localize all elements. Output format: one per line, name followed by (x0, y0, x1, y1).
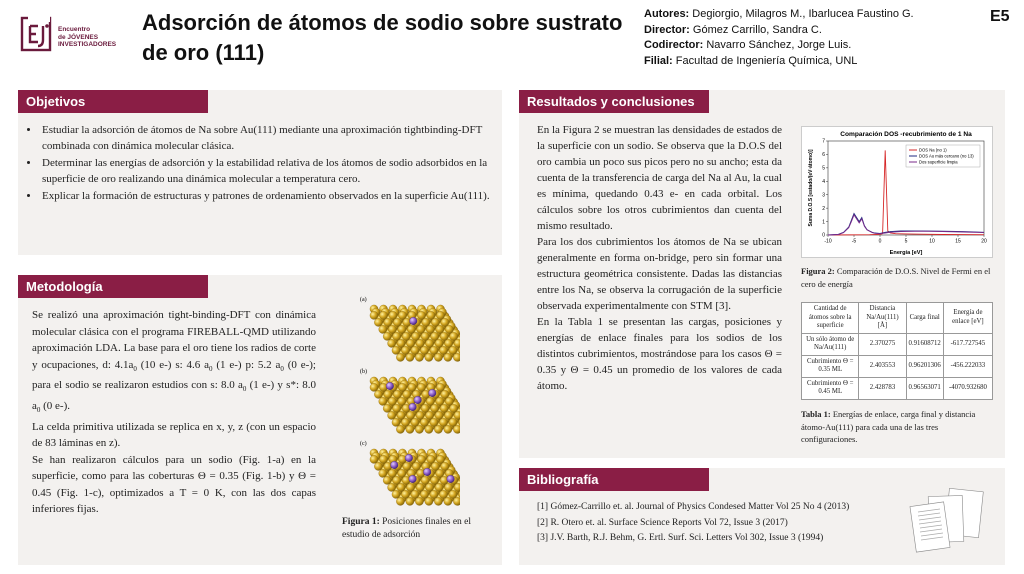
y-tick-label: 0 (822, 232, 825, 239)
y-tick-label: 6 (822, 152, 825, 159)
gold-atom (441, 390, 449, 398)
gold-atom (379, 455, 387, 463)
figure-label: (c) (360, 441, 367, 447)
gold-atom (453, 425, 460, 433)
table-cell: -4070.932680 (943, 377, 992, 399)
table-cell: 0.91608712 (906, 333, 943, 355)
list-item: • Estudiar la adsorción de átomos de Na sobre Au(111) mediante una aproximación tightbinding-DFT combinada con dinámica molecular clásica. (40, 122, 490, 154)
gold-atom (402, 332, 410, 340)
slab (370, 377, 460, 434)
methodology-panel (18, 275, 502, 565)
gold-atom (403, 462, 411, 470)
bibliography-panel (519, 468, 1005, 565)
gold-atom (392, 346, 400, 354)
x-tick-label: -5 (851, 238, 857, 245)
gold-atom (388, 411, 396, 419)
caption-text: Posiciones finales en el estudio de adsorción (342, 517, 472, 540)
gold-atom (439, 346, 447, 354)
x-tick-label: -10 (824, 238, 832, 245)
table-cell: 0.96563071 (906, 377, 943, 399)
gold-atom (450, 332, 458, 340)
subscript: 0 (242, 385, 247, 394)
table-cell: -617.727545 (943, 333, 992, 355)
figure-label: (b) (360, 369, 367, 375)
methodology-paragraph: Se han realizaron cálculos para un sodio (Fig. 1-a) en la superficie, como para las coberturas Θ = 0.35 (Fig. 1-b) y Θ = 0.45 (Fig. 1-c), optimizados a T = 0 K, con las dos capas inferiores fijas. (32, 453, 316, 516)
gold-atom (431, 318, 439, 326)
gold-atom (383, 332, 391, 340)
sodium-atom (410, 317, 418, 325)
caption-label: Tabla 1: (801, 409, 831, 419)
gold-atom (396, 425, 404, 433)
gold-atom (431, 462, 439, 470)
x-tick-label: 15 (955, 238, 961, 245)
gold-atom (421, 332, 429, 340)
gold-atom (445, 339, 453, 347)
gold-atom (406, 497, 414, 505)
gold-atom (379, 311, 387, 319)
text-run: Se realizó una aproximación tight-binding-DFT con dinámica molecular clásica con el programa FIREBALL-QMD utilizando aproximación LDA. La base para el oro tiene los radios de corte y ocupaciones, d: 4.1a (32, 309, 316, 371)
gold-atom (415, 425, 423, 433)
gold-atom (416, 411, 424, 419)
documents-icon (907, 476, 987, 561)
caption-text: Energías de enlace, carga final y distancia átomo-Au(111) para cada una de las tres configuraciones. (801, 409, 976, 444)
gold-atom (412, 462, 420, 470)
table-header: Distancia Na/Au(111) [Å] (859, 303, 906, 334)
results-panel (519, 90, 1005, 458)
gold-atom (436, 325, 444, 333)
gold-atom (407, 325, 415, 333)
gold-atom (431, 476, 439, 484)
gold-atom (426, 397, 434, 405)
figure-1-slabs (360, 293, 460, 518)
gold-atom (374, 390, 382, 398)
table-cell: Cubrimiento Θ = 0.35 ML (802, 355, 859, 377)
results-text (537, 122, 782, 394)
gold-atom (436, 311, 444, 319)
list-item: • Determinar las energías de adsorción y la estabilidad relativa de los átomos de sodio adsorbidos en la superficie de oro realizando una dinámica molecular a temperatura cero. (40, 155, 490, 187)
results-paragraph: En la Figura 2 se muestran las densidades de estados de la superficie con un sodio. Se observa que la D.O.S del oro cambia un poco sus picos pero no su ancho; esta da cuenta de la transferencia de carga del Na al Au, la cual es mínima, quedando 0.43 e- en cada orbital. Los cálculos sobre los otros cubrimientos dan cuenta del mismo resultado. (537, 124, 782, 232)
figure-1-caption (342, 516, 492, 542)
gold-atom (444, 353, 452, 361)
gold-atom (392, 490, 400, 498)
logo-line: Encuentro (58, 26, 91, 33)
table-cell: 2.403553 (859, 355, 906, 377)
logo-text (58, 26, 116, 49)
chart-legend (906, 145, 980, 167)
gold-atom (415, 353, 423, 361)
gold-atom (431, 404, 439, 412)
gold-atom (416, 483, 424, 491)
gold-atom (435, 339, 443, 347)
gold-atom (393, 404, 401, 412)
table-1-caption (801, 408, 993, 446)
gold-atom (435, 483, 443, 491)
gold-atom (436, 397, 444, 405)
logo-line: de JÓVENES (58, 33, 99, 41)
table-row (802, 355, 993, 377)
poster-title: Adsorción de átomos de sodio sobre sustrato de oro (111) (142, 10, 623, 65)
gold-atom (392, 418, 400, 426)
results-paragraph: En la Tabla 1 se presentan las cargas, posiciones y energías de enlace finales para los sodios de los distintos cubrimientos, mostrándose para los casos Θ = 0.35 y Θ = 0.45 un promedio de los valores de cada átomo. (537, 316, 782, 392)
text-run: (1 e-) p: 5.2 a (212, 358, 281, 371)
gold-atom (427, 311, 435, 319)
gold-atom (430, 490, 438, 498)
methodology-paragraph (32, 307, 316, 419)
gold-atom (436, 383, 444, 391)
gold-atom (439, 418, 447, 426)
figure-2-caption (801, 265, 993, 290)
dos-chart (802, 127, 992, 257)
gold-atom (398, 383, 406, 391)
gold-atom (427, 455, 435, 463)
gold-atom (444, 425, 452, 433)
table-cell: Un sólo átomo de Na/Au(111) (802, 333, 859, 355)
objectives-panel (18, 90, 502, 255)
gold-atom (398, 325, 406, 333)
gold-atom (379, 397, 387, 405)
methodology-heading: Metodología (18, 275, 208, 298)
sodium-atom (405, 454, 413, 462)
table-header: Cantidad de átomos sobre la superficie (802, 303, 859, 334)
gold-atom (406, 425, 414, 433)
gold-atom (426, 411, 434, 419)
gold-atom (445, 325, 453, 333)
gold-atom (384, 318, 392, 326)
bibliography-heading: Bibliografía (519, 468, 709, 491)
gold-atom (370, 383, 378, 391)
table-cell: -456.222033 (943, 355, 992, 377)
sodium-atom (429, 389, 437, 397)
subscript: 0 (36, 406, 41, 415)
gold-atom (403, 390, 411, 398)
gold-atom (388, 397, 396, 405)
gold-atom (384, 390, 392, 398)
gold-atom (417, 383, 425, 391)
gold-atom (416, 339, 424, 347)
gold-atom (411, 418, 419, 426)
gold-atom (435, 411, 443, 419)
gold-atom (420, 418, 428, 426)
slab (370, 305, 460, 362)
poster-code: E5 (990, 8, 1010, 25)
legend-entry: DOS Au más cercano (no 13) (919, 153, 974, 159)
gold-atom (401, 490, 409, 498)
logo-line: INVESTIGADORES (58, 41, 117, 48)
gold-atom (397, 411, 405, 419)
gold-atom (444, 497, 452, 505)
gold-atom (406, 353, 414, 361)
table-cell: Cubrimiento Θ = 0.45 ML (802, 377, 859, 399)
list-item: • Explicar la formación de estructuras y patrones de ordenamiento observados en la superficie Au(111). (40, 188, 490, 204)
gold-atom (453, 497, 460, 505)
gold-atom (449, 490, 457, 498)
gold-atom (388, 469, 396, 477)
gold-atom (397, 483, 405, 491)
gold-atom (426, 325, 434, 333)
y-tick-label: 5 (822, 165, 825, 172)
gold-atom (440, 404, 448, 412)
gold-atom (421, 476, 429, 484)
gold-atom (379, 469, 387, 477)
gold-atom (374, 318, 382, 326)
gold-atom (401, 418, 409, 426)
methodology-paragraph: La celda primitiva utilizada se replica en x, y, z (con un espacio de 83 láminas en z). (32, 420, 316, 450)
sodium-atom (409, 403, 417, 411)
gold-atom (393, 318, 401, 326)
gold-atom (396, 353, 404, 361)
gold-atom (407, 339, 415, 347)
author-block (644, 7, 914, 69)
gold-atom (393, 390, 401, 398)
codirector-value: Navarro Sánchez, Jorge Luis. (706, 39, 852, 51)
gold-atom (411, 490, 419, 498)
list-item: [1] Gómez-Carrillo et. al. Journal of Physics Condesed Matter Vol 25 No 4 (2013) (537, 502, 850, 512)
chart-title: Comparación DOS -recubrimiento de 1 Na (840, 131, 972, 138)
table-cell: 2.370275 (859, 333, 906, 355)
codirector-label: Codirector: (644, 39, 704, 51)
gold-atom (445, 483, 453, 491)
gold-atom (450, 404, 458, 412)
gold-atom (445, 397, 453, 405)
logo (20, 12, 128, 62)
gold-atom (425, 353, 433, 361)
gold-atom (421, 404, 429, 412)
gold-atom (441, 462, 449, 470)
gold-atom (370, 311, 378, 319)
sodium-atom (386, 382, 394, 390)
table-cell: 0.96201306 (906, 355, 943, 377)
table-header: Energía de enlace [eV] (943, 303, 992, 334)
y-tick-label: 2 (822, 205, 825, 212)
authors-label: Autores: (644, 8, 690, 20)
gold-atom (415, 497, 423, 505)
slab (370, 449, 460, 506)
gold-atom (431, 332, 439, 340)
legend-entry: Dos superficie limpia (919, 159, 958, 165)
gold-atom (398, 469, 406, 477)
gold-atom (426, 483, 434, 491)
gold-atom (445, 411, 453, 419)
sodium-atom (409, 475, 417, 483)
gold-atom (436, 455, 444, 463)
gold-atom (440, 332, 448, 340)
filial-label: Filial: (644, 54, 673, 67)
director-value: Gómez Carrillo, Sandra C. (692, 23, 822, 36)
caption-text: Comparación de D.O.S. Nivel de Fermi en el cero de energía (801, 266, 991, 289)
authors-value: Degiorgio, Milagros M., Ibarlucea Faustino G. (692, 8, 914, 20)
gold-atom (388, 339, 396, 347)
gold-atom (430, 418, 438, 426)
x-tick-label: 5 (904, 238, 908, 245)
logo-mark-icon (20, 14, 54, 54)
x-tick-label: 10 (929, 238, 935, 245)
gold-atom (412, 332, 420, 340)
filial-value: Facultad de Ingeniería Química, UNL (675, 54, 858, 67)
gold-atom (453, 353, 460, 361)
slab-group (370, 305, 460, 506)
table-row (802, 377, 993, 399)
subscript: 0 (280, 364, 284, 373)
gold-atom (388, 325, 396, 333)
gold-atom (436, 469, 444, 477)
text-run: (1 e-) y s*: 8.0 a (32, 379, 316, 412)
gold-atom (434, 353, 442, 361)
gold-atom (420, 346, 428, 354)
table-header-row (802, 303, 993, 334)
table-header: Carga final (906, 303, 943, 334)
bibliography-list (537, 500, 907, 547)
x-axis-label: Energía [eV] (889, 250, 923, 256)
x-tick-label: 20 (981, 238, 987, 245)
table-row (802, 333, 993, 355)
y-axis-label: Suma D.O.S [estado/(eV·átomo)] (808, 149, 814, 227)
text-run: (0 e-). (40, 399, 71, 412)
y-tick-label: 4 (822, 178, 825, 185)
y-tick-label: 7 (822, 138, 825, 145)
gold-atom (388, 483, 396, 491)
table-cell: 2.428783 (859, 377, 906, 399)
gold-atom (374, 462, 382, 470)
gold-atom (411, 346, 419, 354)
gold-atom (449, 418, 457, 426)
gold-atom (370, 455, 378, 463)
caption-label: Figura 2: (801, 266, 835, 276)
sodium-atom (423, 468, 431, 476)
gold-atom (398, 311, 406, 319)
x-tick-label: 0 (878, 238, 882, 245)
gold-atom (425, 497, 433, 505)
methodology-text (32, 307, 316, 518)
list-item: [2] R. Otero et. al. Surface Science Reports Vol 72, Issue 3 (2017) (537, 517, 788, 528)
gold-atom (434, 497, 442, 505)
sodium-atom (414, 396, 422, 404)
gold-atom (417, 325, 425, 333)
list-item: [3] J.V. Barth, R.J. Behm, G. Ertl. Surf. Sci. Letters Vol 302, Issue 3 (1994) (537, 533, 824, 543)
gold-atom (398, 397, 406, 405)
gold-atom (430, 346, 438, 354)
sodium-atom (391, 461, 399, 469)
gold-atom (389, 311, 397, 319)
gold-atom (426, 339, 434, 347)
gold-atom (439, 490, 447, 498)
objectives-list (40, 122, 490, 205)
gold-atom (383, 476, 391, 484)
gold-atom (397, 339, 405, 347)
caption-label: Figura 1: (342, 517, 380, 527)
gold-atom (379, 325, 387, 333)
sodium-atom (447, 475, 455, 483)
y-tick-label: 1 (822, 219, 825, 226)
gold-atom (407, 483, 415, 491)
gold-atom (393, 332, 401, 340)
results-table (801, 302, 993, 400)
gold-atom (417, 455, 425, 463)
objectives-heading: Objetivos (18, 90, 208, 113)
gold-atom (396, 497, 404, 505)
results-heading: Resultados y conclusiones (519, 90, 709, 113)
gold-atom (393, 476, 401, 484)
gold-atom (408, 383, 416, 391)
gold-atom (434, 425, 442, 433)
gold-atom (441, 318, 449, 326)
legend-entry: DOS Na (no 1) (919, 147, 947, 153)
gold-atom (422, 318, 430, 326)
y-tick-label: 3 (822, 192, 825, 199)
figure-label: (a) (360, 297, 367, 303)
gold-atom (449, 346, 457, 354)
text-run: (0 e-); para el sodio se realizaron estudios con s: 8.0 a (32, 358, 316, 392)
gold-atom (417, 311, 425, 319)
gold-atom (401, 346, 409, 354)
results-paragraph: Para los dos cubrimientos los átomos de Na se ubican generalmente en forma on-bridge, pero sin formar una estructura geométrica consistente. Dadas las distancias entre los Na, se observa la corrugación de la superficie observada experimentalmente con STM [3]. (537, 236, 782, 312)
director-label: Director: (644, 23, 690, 36)
subscript: 0 (209, 364, 213, 373)
text-run: (10 e-) s: 4.6 a (136, 358, 209, 371)
gold-atom (383, 404, 391, 412)
gold-atom (420, 490, 428, 498)
dos-chart-container (801, 126, 993, 258)
gold-atom (425, 425, 433, 433)
gold-atom (407, 411, 415, 419)
subscript: 0 (133, 364, 137, 373)
